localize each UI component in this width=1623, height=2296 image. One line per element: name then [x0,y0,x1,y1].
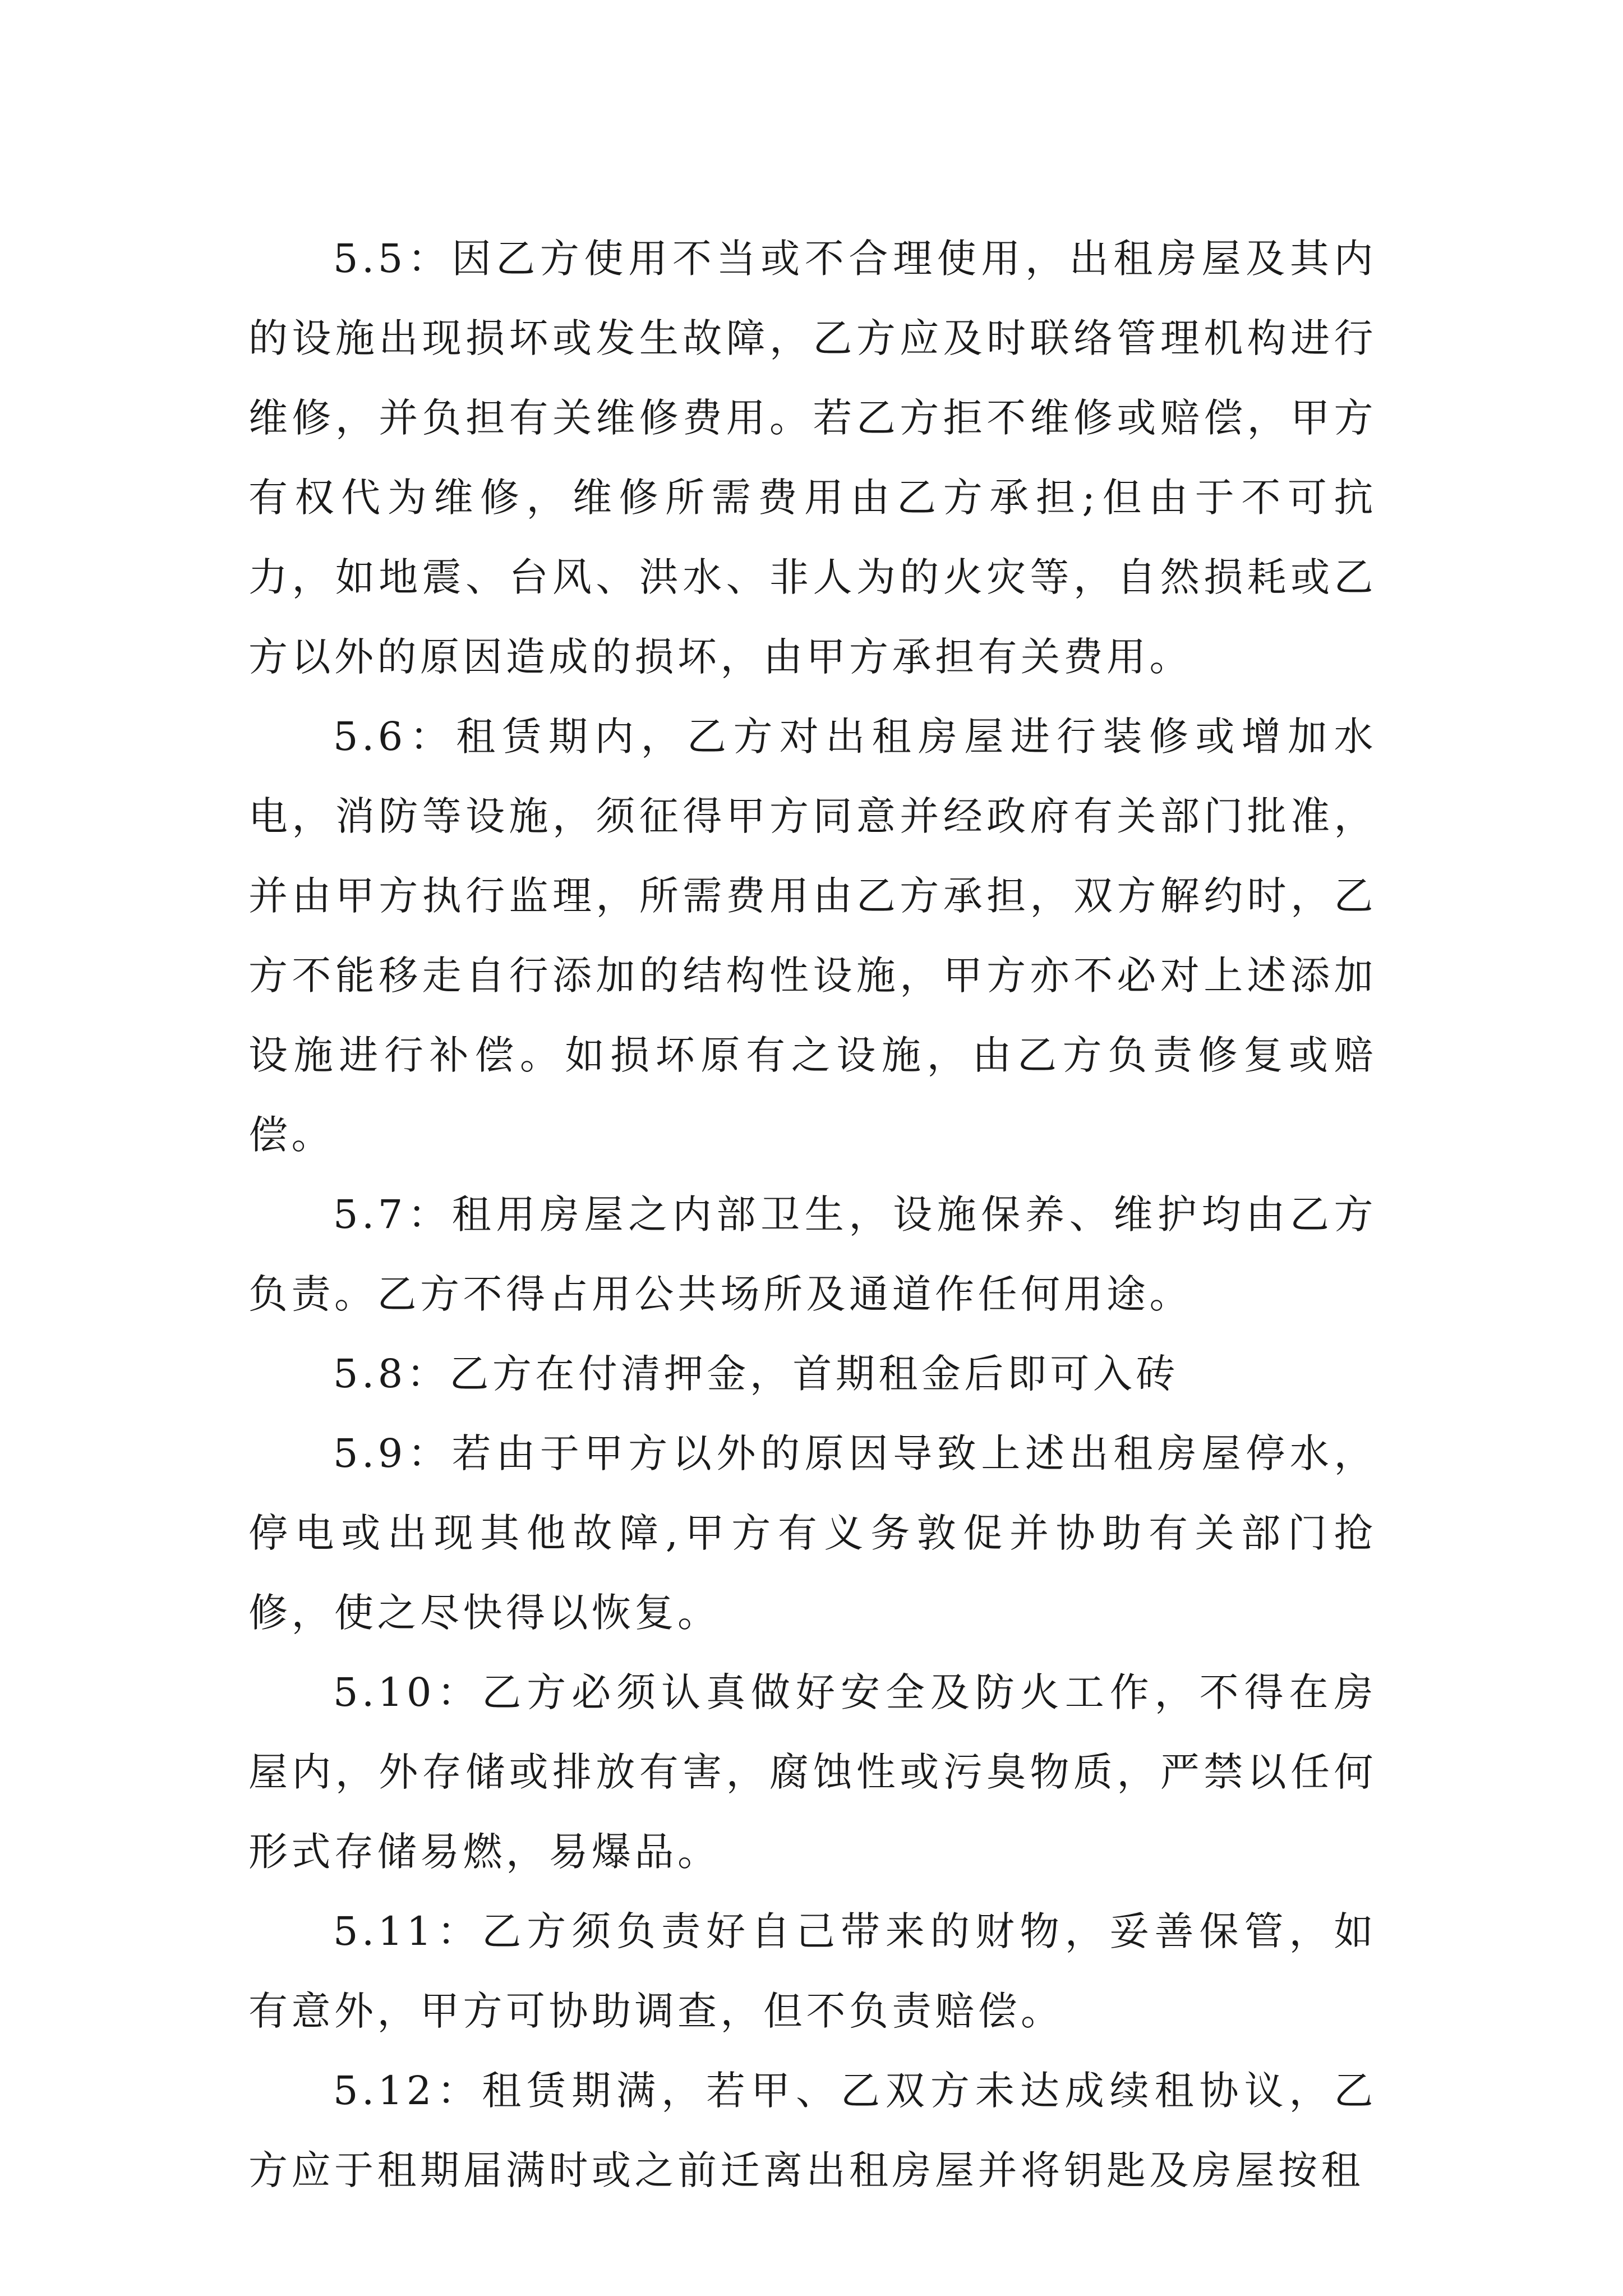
clause-5-8 [248,1334,1377,1414]
clause-number: 5.5： [333,236,452,282]
clause-5-12 [248,2051,1377,2210]
clause-number: 5.6： [333,714,457,760]
clause-text: 因乙方使用不当或不合理使用，出租房屋及其内的设施出现损坏或发生故障，乙方应及时联络管理机构进行维修，并负担有关维修费用。若乙方拒不维修或赔偿，甲方有权代为维修，维修所需费用由乙方承担;但由于不可抗力，如地震、台风、洪水、非人为的火灾等，自然损耗或乙方以外的原因造成的损坏，由甲方承担有关费用。 [248,236,1377,680]
clause-number: 5.7： [333,1191,452,1237]
clause-text: 租赁期内，乙方对出租房屋进行装修或增加水电，消防等设施，须征得甲方同意并经政府有关部门批准，并由甲方执行监理，所需费用由乙方承担，双方解约时，乙方不能移走自行添加的结构性设施，甲方亦不必对上述添加设施进行补偿。如损坏原有之设施，由乙方负责修复或赔偿。 [248,714,1377,1158]
clause-text: 乙方在付清押金，首期租金后即可入砖 [449,1351,1179,1397]
clause-text: 租赁期满，若甲、乙双方未达成续租协议，乙方应于租期届满时或之前迁离出租房屋并将钥匙及房屋按租 [248,2068,1377,2193]
clause-number: 5.10： [333,1669,482,1715]
clause-5-10 [248,1653,1377,1892]
document-body [248,219,1377,2210]
clause-number: 5.12： [333,2068,482,2114]
clause-5-11 [248,1892,1377,2051]
clause-number: 5.8： [333,1351,450,1397]
clause-number: 5.11： [333,1908,482,1954]
clause-text: 若由于甲方以外的原因导致上述出租房屋停水，停电或出现其他故障,甲方有义务敦促并协助有关部门抢修，使之尽快得以恢复。 [248,1430,1377,1636]
clause-text: 乙方必须认真做好安全及防火工作，不得在房屋内，外存储或排放有害，腐蚀性或污臭物质，严禁以任何形式存储易燃，易爆品。 [248,1669,1377,1875]
clause-5-7 [248,1175,1377,1334]
clause-number: 5.9： [333,1430,452,1476]
clause-5-9 [248,1414,1377,1653]
clause-5-5 [248,219,1377,697]
clause-5-6 [248,697,1377,1175]
clause-text: 租用房屋之内部卫生，设施保养、维护均由乙方负责。乙方不得占用公共场所及通道作任何用途。 [248,1191,1377,1317]
clause-text: 乙方须负责好自己带来的财物，妥善保管，如有意外，甲方可协助调查，但不负责赔偿。 [248,1908,1377,2034]
